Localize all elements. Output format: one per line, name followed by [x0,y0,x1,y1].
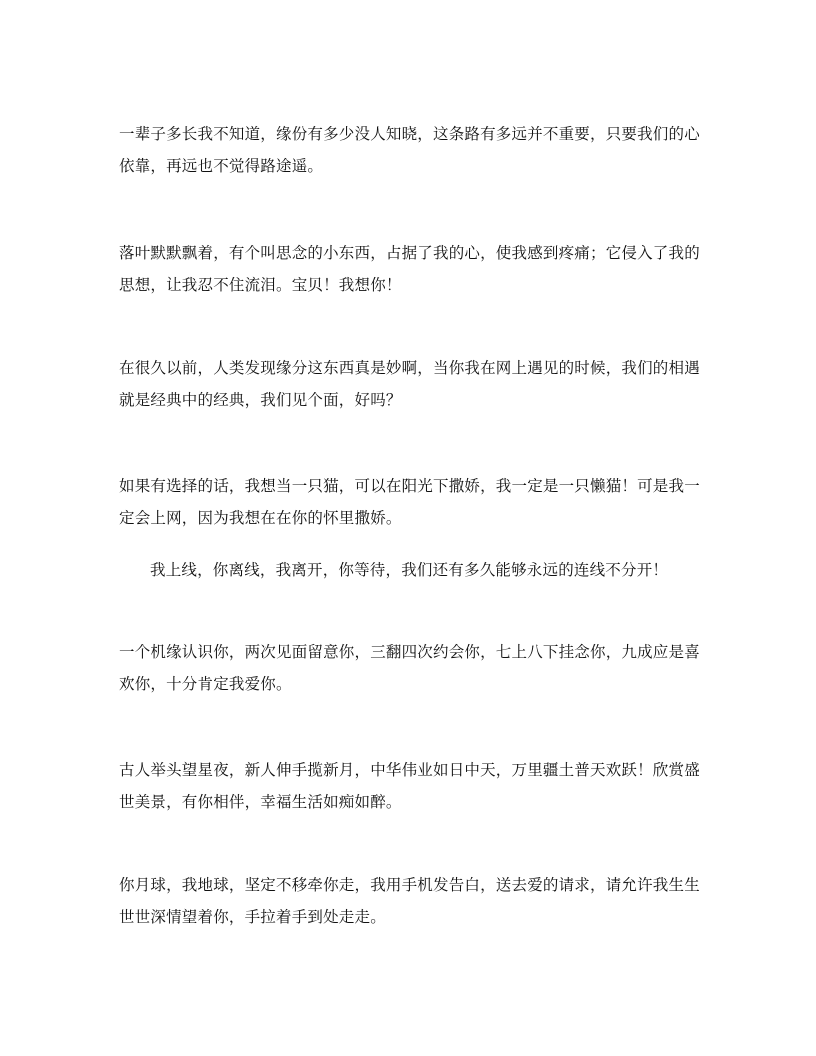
paragraph-3: 在很久以前，人类发现缘分这东西真是妙啊，当你我在网上遇见的时候，我们的相遇就是经典中的经典，我们见个面，好吗？ [119,359,700,409]
paragraph-8: 你月球，我地球，坚定不移牵你走，我用手机发告白，送去爱的请求，请允许我生生世世深情望着你，手拉着手到处走走。 [119,876,700,926]
paragraph-1: 一辈子多长我不知道，缘份有多少没人知晓，这条路有多远并不重要，只要我们的心依靠，再远也不觉得路途遥。 [119,125,700,175]
paragraph-4: 如果有选择的话，我想当一只猫，可以在阳光下撒娇，我一定是一只懒猫！可是我一定会上网，因为我想在在你的怀里撒娇。 [119,477,700,527]
paragraph-2: 落叶默默飘着，有个叫思念的小东西，占据了我的心，使我感到疼痛；它侵入了我的思想，让我忍不住流泪。宝贝！我想你！ [119,244,700,294]
paragraph-5: 我上线，你离线，我离开，你等待，我们还有多久能够永远的连线不分开！ [150,561,669,579]
paragraph-7: 古人举头望星夜，新人伸手揽新月，中华伟业如日中天，万里疆土普天欢跃！欣赏盛世美景，有你相伴，幸福生活如痴如醉。 [119,761,700,811]
paragraph-6: 一个机缘认识你，两次见面留意你，三翻四次约会你，七上八下挂念你，九成应是喜欢你，十分肯定我爱你。 [119,643,700,693]
